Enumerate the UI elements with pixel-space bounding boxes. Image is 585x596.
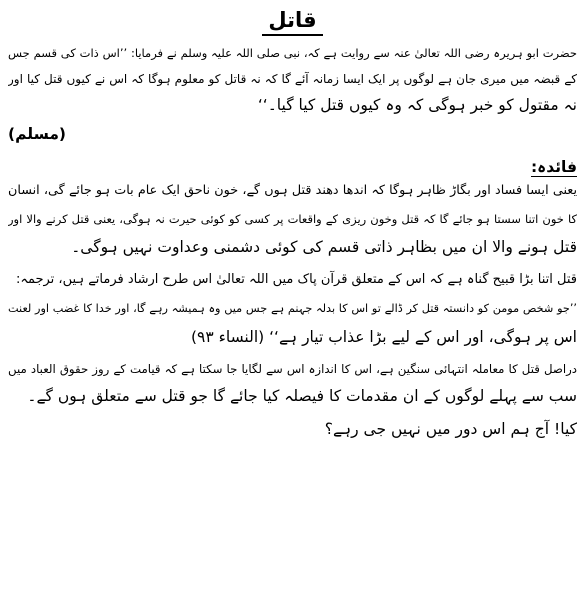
page-title xyxy=(0,6,585,34)
paragraph-line: سب سے پہلے لوگوں کے ان مقدمات کا فیصلہ کیا جائے گا جو قتل سے متعلق ہوں گے۔ xyxy=(27,387,577,405)
paragraph-line: کا خون اتنا سستا ہو جائے گا کہ قتل وخون ریزی کے واقعات پر کسی کو کوئی حیرت نہ ہوگی، یعنی قتل کرنے والا اور xyxy=(8,212,577,226)
paragraph-line: دراصل قتل کا معاملہ انتہائی سنگین ہے، اس کا اندازہ اس سے لگایا جا سکتا ہے کہ قیامت کے روز حقوق العباد میں xyxy=(8,362,577,376)
hadith-line: حضرت ابو ہریرہ رضی اللہ تعالیٰ عنہ سے روایت ہے کہ، نبی صلی اللہ علیہ وسلم نے فرمایا: ’’اس ذات کی قسم جس xyxy=(8,46,577,60)
paragraph-line: قتل اتنا بڑا قبیح گناہ ہے کہ اس کے متعلق قرآن پاک میں اللہ تعالیٰ اس طرح ارشاد فرماتے ہیں، ترجمہ: xyxy=(15,272,577,287)
hadith-line: نہ مقتول کو خبر ہوگی کہ وہ کیوں قتل کیا گیا۔‘‘ xyxy=(257,96,577,114)
benefit-heading xyxy=(531,154,577,180)
quran-translation-line: اس پر ہوگی، اور اس کے لیے بڑا عذاب تیار ہے‘‘ (النساء ۹۳) xyxy=(190,328,577,346)
hadith-reference: (مسلم) xyxy=(8,125,67,143)
paragraph-line: یعنی ایسا فساد اور بگاڑ ظاہر ہوگا کہ اندھا دھند قتل ہوں گے، خون ناحق ایک عام بات ہو جائے گی، انسان xyxy=(8,183,577,198)
quran-translation-line: ’’جو شخص مومن کو دانستہ قتل کر ڈالے تو اس کا بدلہ جہنم ہے جس میں وہ ہمیشہ رہے گا، اور خدا کا غضب اور لعنت xyxy=(8,302,577,315)
hadith-line: کے قبضہ میں میری جان ہے لوگوں پر ایک ایسا زمانہ آئے گا کہ نہ قاتل کو معلوم ہوگا کہ اس نے کیوں قتل کیا اور xyxy=(8,72,577,86)
page-title-text: قاتل xyxy=(262,8,322,36)
benefit-heading-text: فائدہ: xyxy=(530,158,577,176)
closing-question: کیا! آج ہم اس دور میں نہیں جی رہے؟ xyxy=(324,420,577,438)
paragraph-line: قتل ہونے والا ان میں بظاہر ذاتی قسم کی کوئی دشمنی وعداوت نہیں ہوگی۔ xyxy=(71,238,577,256)
